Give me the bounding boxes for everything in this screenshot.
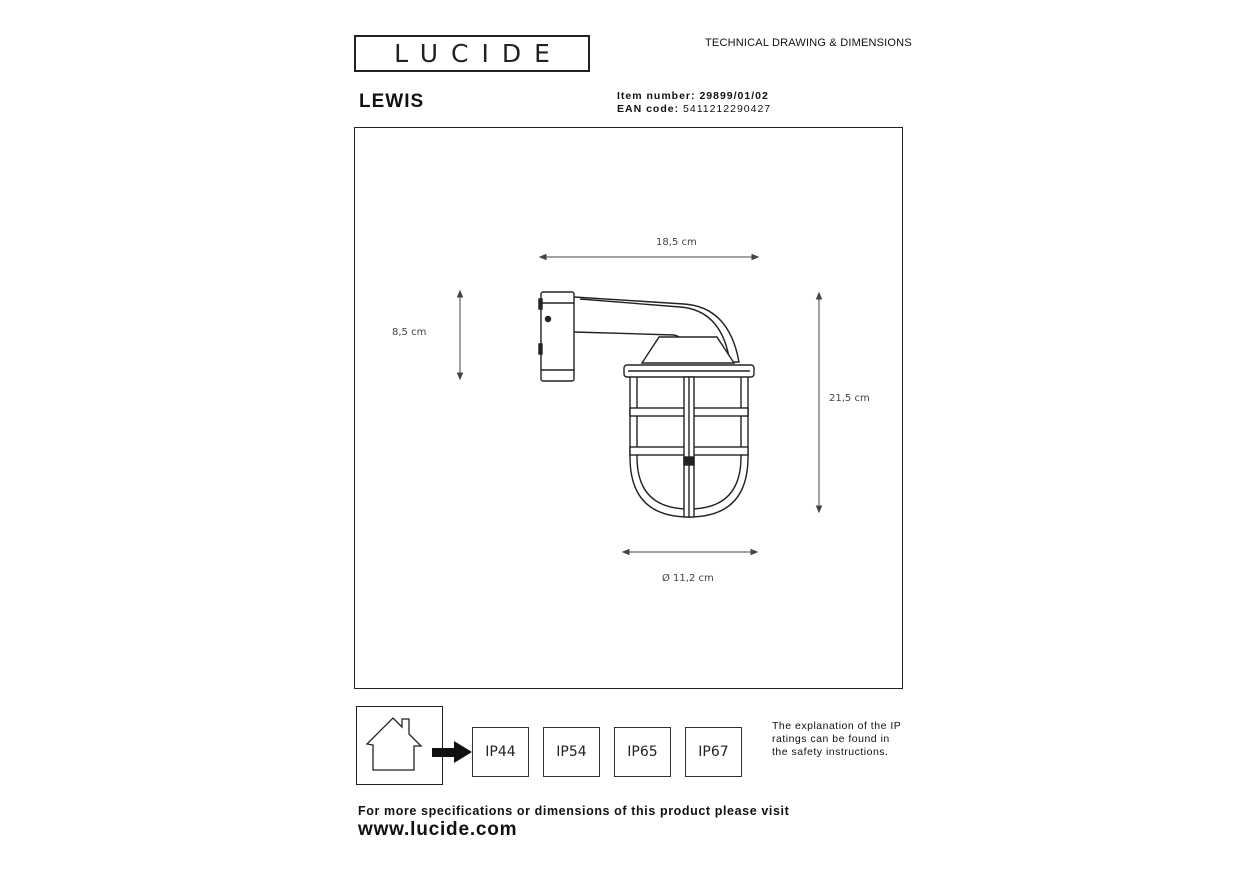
- backplate-dimension-label: 8,5 cm: [392, 327, 427, 338]
- width-dimension-label: 18,5 cm: [656, 237, 697, 248]
- ean-code-label: EAN code:: [617, 103, 680, 115]
- document-heading: TECHNICAL DRAWING & DIMENSIONS: [705, 37, 912, 49]
- ip65-badge: IP65: [614, 727, 671, 777]
- technical-drawing: [354, 127, 903, 689]
- item-number-value: 29899/01/02: [699, 90, 769, 102]
- ip-ratings-note: The explanation of the IP ratings can be found in the safety instructions.: [772, 720, 902, 758]
- logo-text: LUCIDE: [394, 39, 563, 68]
- brand-logo: [354, 35, 590, 72]
- footer-text: For more specifications or dimensions of this product please visit: [358, 804, 790, 818]
- house-icon-box: [356, 706, 443, 785]
- width-dimension-line: [540, 255, 758, 260]
- diameter-dimension-line: [623, 550, 757, 555]
- ip67-badge: IP67: [685, 727, 742, 777]
- backplate-dimension-line: [458, 291, 463, 379]
- wall-lamp-drawing: [539, 292, 754, 517]
- website-link[interactable]: www.lucide.com: [358, 819, 518, 840]
- ip44-badge: IP44: [472, 727, 529, 777]
- ean-code-value: 5411212290427: [683, 103, 772, 115]
- item-number-label: Item number:: [617, 90, 696, 102]
- arrow-right-icon: [432, 740, 474, 764]
- product-name: LEWIS: [359, 91, 425, 112]
- diameter-dimension-label: Ø 11,2 cm: [662, 573, 714, 584]
- house-icon: [357, 707, 442, 784]
- height-dimension-line: [817, 293, 822, 512]
- height-dimension-label: 21,5 cm: [829, 393, 870, 404]
- ean-code-line: [617, 103, 771, 115]
- item-number-line: [617, 90, 769, 102]
- ip54-badge: IP54: [543, 727, 600, 777]
